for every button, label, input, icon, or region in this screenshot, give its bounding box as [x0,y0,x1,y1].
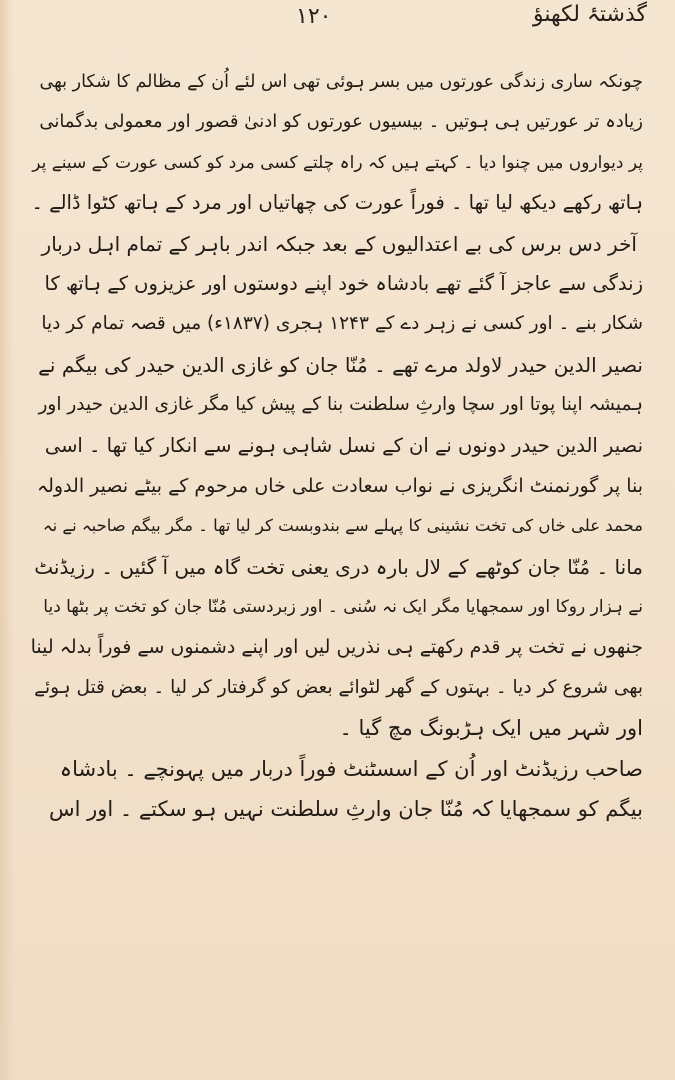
text-line: جنھوں نے تخت پر قدم رکھتے ہی نذریں لیں اور اپنے دشمنوں سے فوراً بدلہ لینا [30,636,643,659]
running-header [0,0,675,34]
text-line: صاحب رزیڈنٹ اور اُن کے اسسٹنٹ فوراً دربار میں پہونچے ۔ بادشاہ [59,756,643,781]
text-line: مانا ۔ مُنّا جان کوٹھے کے لال بارہ دری یعنی تخت گاہ میں آ گئیں ۔ رزیڈنٹ [34,554,643,579]
text-line: اور شہر میں ایک ہڑبونگ مچ گیا ۔ [339,716,643,741]
page-number: ۱۲۰ [296,4,332,29]
text-line: زندگی سے عاجز آ گئے تھے بادشاہ خود اپنے دوستوں اور عزیزوں کے ہاتھ کا [44,271,643,295]
text-line: زیادہ تر عورتیں ہی ہوتیں ۔ بیسیوں عورتوں کو ادنیٰ قصور اور معمولی بدگمانی [39,111,643,133]
text-line: شکار بنے ۔ اور کسی نے زہر دے کے ۱۲۴۳ ہجری (۱۸۳۷ء) میں قصہ تمام کر دیا [41,313,643,335]
text-line: نے ہزار روکا اور سمجھایا مگر ایک نہ سُنی ۔ اور زبردستی مُنّا جان کو تخت پر بٹھا دیا [43,597,643,618]
text-line: ہاتھ رکھے دیکھ لیا تھا ۔ فوراً عورت کی چھاتیاں اور مرد کے ہاتھ کٹوا ڈالے ۔ [31,191,643,215]
text-line: نصیر الدین حیدر دونوں نے ان کے نسل شاہی ہونے سے انکار کیا تھا ۔ اسی [44,433,643,457]
text-line: بھی شروع کر دیا ۔ بہتوں کے گھر لٹوائے بعض کو گرفتار کر لیا ۔ بعض قتل ہوئے [34,676,643,698]
text-line: ہمیشہ اپنا پوتا اور سچا وارثِ سلطنت بنا کے پیش کیا مگر غازی الدین حیدر اور [38,394,643,416]
running-title: گذشتۂ لکھنؤ [533,2,647,27]
body-text [30,62,643,829]
text-line: بیگم کو سمجھایا کہ مُنّا جان وارثِ سلطنت نہیں ہو سکتے ۔ اور اس [48,797,643,822]
page-gutter-shadow [0,0,14,1080]
text-line: پر دیواروں میں چنوا دیا ۔ کہتے ہیں کہ راہ چلتے کسی مرد کو کسی عورت کے سینے پر [32,152,643,173]
text-line: نصیر الدین حیدر لاولد مرے تھے ۔ مُنّا جان کو غازی الدین حیدر کی بیگم نے [38,352,643,377]
text-line: چونکہ ساری زندگی عورتوں میں بسر ہوئی تھی اس لئے اُن کے مظالم کا شکار بھی [39,72,643,92]
text-line: محمد علی خاں کی تخت نشینی کا پہلے سے بندوبست کر لیا تھا ۔ مگر بیگم صاحبہ نے نہ [42,516,643,536]
text-line: بنا پر گورنمنٹ انگریزی نے نواب سعادت علی خاں مرحوم کے بیٹے نصیر الدولہ [36,474,643,497]
text-line: آخر دس برس کی بے اعتدالیوں کے بعد جبکہ اندر باہر کے تمام اہل دربار [41,231,637,256]
